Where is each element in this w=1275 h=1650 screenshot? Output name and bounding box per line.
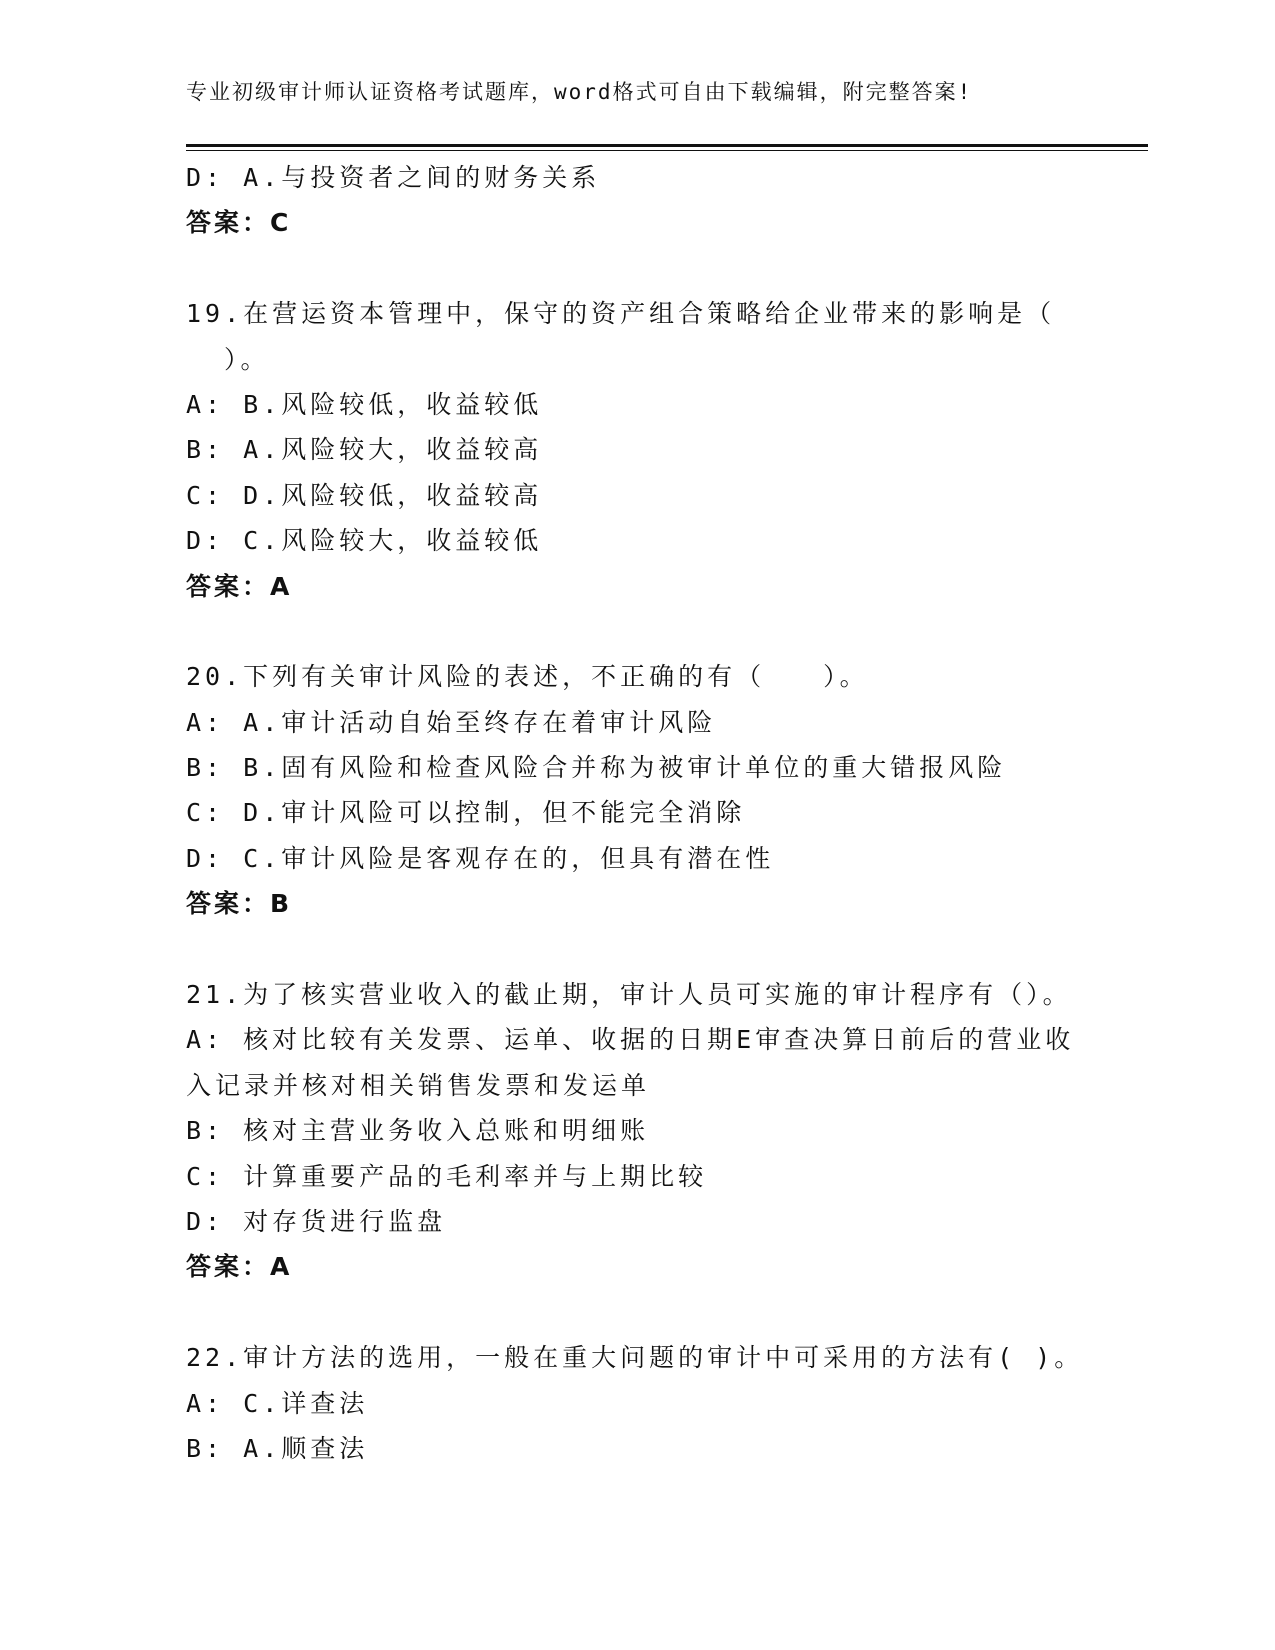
- q19-stem: 19.在营运资本管理中，保守的资产组合策略给企业带来的影响是（: [186, 299, 1056, 329]
- prev-answer: 答案：C: [186, 208, 292, 238]
- q19-option-b: B: A.风险较大，收益较高: [186, 435, 543, 465]
- spacer: [186, 246, 1086, 291]
- q21-option-a-cont: 入记录并核对相关销售发票和发运单: [186, 1070, 651, 1100]
- q19-answer: 答案：A: [186, 571, 293, 601]
- q20-stem: 20.下列有关审计风险的表述，不正确的有（ ）。: [186, 662, 869, 692]
- q22-option-a: A: C.详查法: [186, 1388, 369, 1418]
- q20-option-d: D: C.审计风险是客观存在的，但具有潜在性: [186, 843, 775, 873]
- q22-stem: 22.审计方法的选用，一般在重大问题的审计中可采用的方法有( )。: [186, 1343, 1084, 1373]
- q21-option-a: A: 核对比较有关发票、运单、收据的日期E审查决算日前后的营业收: [186, 1025, 1075, 1055]
- q21-option-d: D: 对存货进行监盘: [186, 1206, 447, 1236]
- q19-option-a: A: B.风险较低，收益较低: [186, 389, 543, 419]
- prev-option-d: D: A.与投资者之间的财务关系: [186, 163, 601, 192]
- q22-option-b: B: A.顺查法: [186, 1433, 369, 1463]
- q19-option-d: D: C.风险较大，收益较低: [186, 526, 543, 556]
- spacer: [186, 609, 1086, 654]
- q20-answer: 答案：B: [186, 889, 293, 919]
- spacer: [186, 927, 1086, 972]
- q21-stem: 21.为了核实营业收入的截止期，审计人员可实施的审计程序有（）。: [186, 980, 1072, 1010]
- q21-option-b: B: 核对主营业务收入总账和明细账: [186, 1116, 650, 1146]
- question-list: [186, 155, 1086, 1471]
- spacer: [186, 1290, 1086, 1335]
- header-rule-thin: [186, 150, 1148, 151]
- q20-option-c: C: D.审计风险可以控制，但不能完全消除: [186, 798, 746, 828]
- q20-option-b: B: B.固有风险和检查风险合并称为被审计单位的重大错报风险: [186, 753, 1007, 783]
- header-rule-thick: [186, 144, 1148, 147]
- q21-option-c: C: 计算重要产品的毛利率并与上期比较: [186, 1161, 708, 1191]
- q19-option-c: C: D.风险较低，收益较高: [186, 480, 543, 510]
- q21-answer: 答案：A: [186, 1252, 293, 1282]
- page-header: 专业初级审计师认证资格考试题库，word格式可自由下载编辑，附完整答案!: [186, 80, 973, 104]
- q20-option-a: A: A.审计活动自始至终存在着审计风险: [186, 707, 717, 737]
- q19-stem-cont: ）。: [224, 344, 270, 374]
